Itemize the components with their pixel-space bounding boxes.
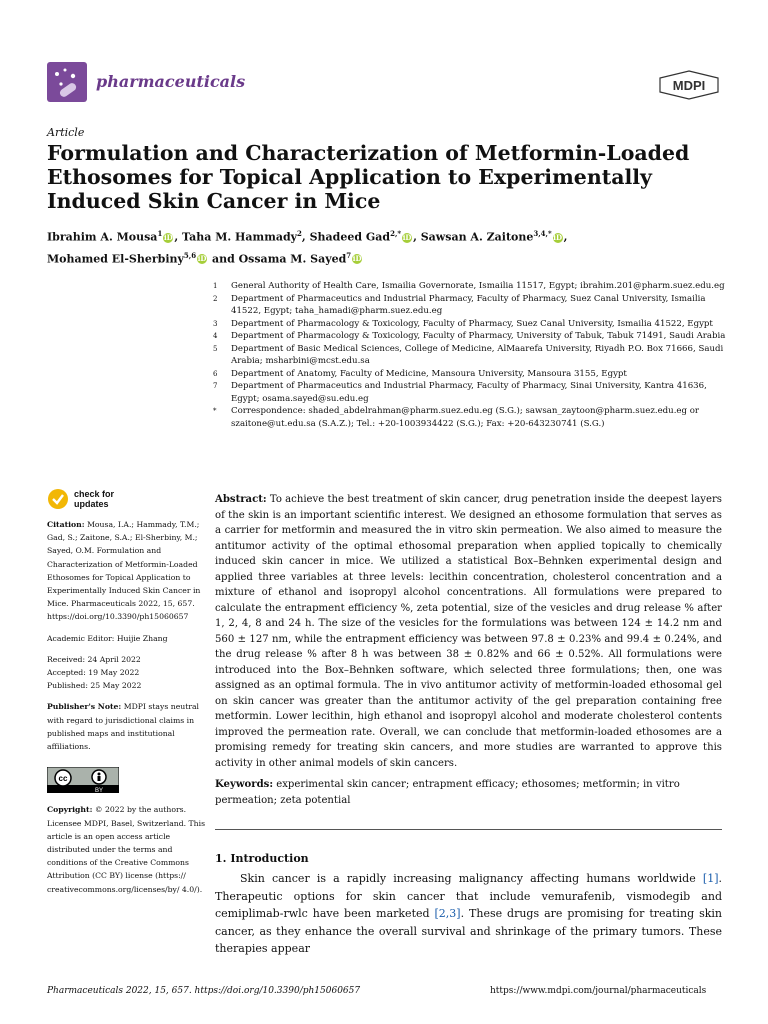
affiliation-number: 1	[213, 282, 218, 290]
author-separator: ,	[301, 230, 310, 244]
affiliation-number: 3	[213, 319, 218, 328]
orcid-icon[interactable]: iD	[352, 254, 362, 264]
author-affiliation-marker: 2,*	[390, 229, 402, 238]
check-for-updates-button[interactable]: check for updates	[47, 488, 205, 510]
affiliation-item	[213, 330, 728, 343]
affiliation-number: 2	[213, 294, 218, 303]
affiliation-number: 4	[213, 332, 218, 340]
author-separator: ,	[413, 230, 421, 244]
dates: Received: 24 April 2022 Accepted: 19 May 2022 Published: 25 May 2022	[47, 654, 142, 691]
affiliations	[213, 280, 728, 430]
affiliation-text: Department of Pharmaceutics and Industrial Pharmacy, Faculty of Pharmacy, Suez Canal University, Ismailia 41522, Egypt; taha_hamadi@pharm.suez.edu.eg	[231, 293, 706, 316]
affiliation-text: Department of Basic Medical Sciences, College of Medicine, AlMaarefa University, Riyadh P.O. Box 71666, Saudi Arabia; msharbini@mcst.edu.sa	[231, 343, 724, 366]
affiliation-text: Department of Pharmacology & Toxicology, Faculty of Pharmacy, University of Tabuk, Tabuk 71491, Saudi Arabia	[231, 331, 726, 341]
svg-text:cc: cc	[58, 774, 68, 784]
reference-link[interactable]: [1]	[702, 872, 719, 885]
keywords: Keywords: experimental skin cancer; entrapment efficacy; ethosomes; metformin; in vitro permeation; zeta potential	[215, 779, 680, 806]
section-heading: 1. Introduction	[215, 852, 309, 865]
copyright: Copyright: © 2022 by the authors. Licensee MDPI, Basel, Switzerland. This article is an open access article distributed under the terms and conditions of the Creative Commons Attribution (CC BY) license (https:// creativecommons.org/licenses/by/ 4.0/).	[47, 805, 206, 894]
author-name: Taha M. Hammady	[181, 230, 298, 244]
author-separator: ,	[174, 230, 182, 244]
author-separator: and	[208, 252, 239, 266]
author-name: Ibrahim A. Mousa	[47, 230, 158, 244]
affiliation-text: Department of Anatomy, Faculty of Medicine, Mansoura University, Mansoura 3155, Egypt	[231, 368, 627, 379]
academic-editor: Academic Editor: Huijie Zhang	[47, 633, 168, 643]
affiliation-number: 6	[213, 369, 218, 378]
orcid-icon[interactable]: iD	[163, 232, 173, 242]
author-separator: ,	[563, 230, 568, 244]
affiliation-number: 5	[213, 344, 218, 353]
check-updates-icon	[47, 488, 69, 510]
author-affiliation-marker: 5,6	[183, 250, 197, 260]
paper-title: Formulation and Characterization of Metformin-Loaded Ethosomes for Topical Application to Experimentally Induced Skin Cancer in Mice	[47, 141, 690, 213]
footer-journal-url[interactable]: https://www.mdpi.com/journal/pharmaceuticals	[490, 986, 707, 996]
mdpi-logo-icon	[658, 70, 720, 100]
reference-link[interactable]: [2,3]	[434, 907, 461, 920]
publisher-note: Publisher's Note: MDPI stays neutral with regard to jurisdictional claims in published maps and institutional affiliations.	[47, 702, 199, 752]
affiliation-item	[213, 280, 728, 293]
footer-citation: Pharmaceuticals 2022, 15, 657. https://doi.org/10.3390/ph15060657	[47, 986, 361, 996]
cc-by-license-icon[interactable]	[47, 767, 119, 793]
author-affiliation-marker: 2	[297, 229, 302, 238]
affiliation-item	[213, 318, 728, 331]
affiliation-text: Correspondence: shaded_abdelrahman@pharm.suez.edu.eg (S.G.); sawsan_zaytoon@pharm.suez.edu.eg or szaitone@ut.edu.sa (S.A.Z.); Tel.: +20-1003934422 (S.G.); Fax: +20-643230741 (S.G.)	[231, 406, 700, 429]
orcid-icon[interactable]: iD	[402, 232, 412, 242]
affiliation-number: 7	[213, 382, 218, 390]
author-name: Mohamed El-Sherbiny	[47, 252, 184, 266]
orcid-icon[interactable]: iD	[197, 254, 207, 264]
author-affiliation-marker: 1	[157, 229, 163, 238]
affiliation-item	[213, 343, 728, 368]
author-name: Shadeed Gad	[309, 230, 391, 244]
author-name: Sawsan A. Zaitone	[420, 230, 534, 244]
affiliation-item	[213, 380, 728, 405]
section-divider	[215, 829, 722, 830]
affiliation-item	[213, 368, 728, 381]
author-affiliation-marker: 3,4,*	[533, 229, 552, 238]
journal-logo-icon	[47, 62, 87, 102]
abstract: Abstract: To achieve the best treatment of skin cancer, drug penetration inside the deepest layers of the skin is an important scientific interest. We designed an ethosome formulation that serves as a carrier for metformin and measured the in vitro skin permeation. We also aimed to measure the antitumor activity of the optimal ethosomal preparation when applied topically to chemically induced skin cancer in mice. We utilized a statistical Box–Behnken experimental design and applied three variables at three levels: lecithin concentration, cholesterol concentration and a mixture of ethanol and isopropyl alcohol concentrations. All formulations were prepared to calculate the entrapment efficiency %, zeta potential, size of the vesicles and drug release % after 1, 2, 4, 8 and 24 h. The size of the vesicles for the formulations was between 124 ± 14.2 nm and 560 ± 127 nm, while the entrapment efficiency was between 97.8 ± 0.23% and 99.4 ± 0.24%, and the drug release % after 8 h was between 38 ± 0.82% and 66 ± 0.52%. All formulations were introduced into the Box–Behnken software, which selected three formulations; then, one was assigned as an optimal formula. The in vivo antitumor activity of metformin-loaded ethosomal gel on skin cancer was greater than the antitumor activity of the gel preparation containing free metformin. Lower lecithin, high ethanol and isopropyl alcohol and moderate cholesterol contents improved the permeation rate. Overall, we can conclude that metformin-loaded ethosomes are a promising remedy for treating skin cancers, and more studies are warranted to approve this activity in other animal models of skin cancers.	[215, 494, 722, 769]
affiliation-text: Department of Pharmacology & Toxicology, Faculty of Pharmacy, Suez Canal University, Ismailia 41522, Egypt	[231, 318, 713, 329]
citation: Citation: Mousa, I.A.; Hammady, T.M.; Gad, S.; Zaitone, S.A.; El-Sherbiny, M.; Sayed, O.M. Formulation and Characterization of Metformin-Loaded Ethosomes for Topical Application to Experimentally Induced Skin Cancer in Mice. Pharmaceuticals 2022, 15, 657. https://doi.org/10.3390/ph15060657	[47, 520, 201, 622]
author-name: Ossama M. Sayed	[238, 252, 347, 266]
affiliation-item	[213, 293, 728, 318]
author-affiliation-marker: 7	[346, 250, 352, 260]
sidebar	[47, 488, 205, 904]
author-list	[47, 225, 727, 268]
affiliation-number: *	[213, 407, 217, 415]
affiliation-item	[213, 405, 728, 430]
affiliation-text: Department of Pharmaceutics and Industrial Pharmacy, Faculty of Pharmacy, Sinai University, Kantra 41636, Egypt; osama.sayed@su.edu.eg	[231, 381, 707, 404]
affiliation-text: General Authority of Health Care, Ismailia Governorate, Ismailia 11517, Egypt; ibrahim.201@pharm.suez.edu.eg	[231, 281, 725, 291]
svg-text:BY: BY	[94, 788, 104, 794]
orcid-icon[interactable]: iD	[553, 232, 563, 242]
journal-name: pharmaceuticals	[96, 72, 246, 91]
svg-text:MDPI: MDPI	[672, 78, 706, 93]
article-type: Article	[47, 126, 85, 139]
introduction-paragraph: Skin cancer is a rapidly increasing malignancy affecting humans worldwide [1]. Therapeutic options for skin cancer that include vemurafenib, vismodegib and cemiplimab-rwlc have been marketed [2,3]. These drugs are promising for treating skin cancer, as they enhance the overall survival and shrinkage of the primary tumors. These therapies appear	[215, 872, 723, 955]
